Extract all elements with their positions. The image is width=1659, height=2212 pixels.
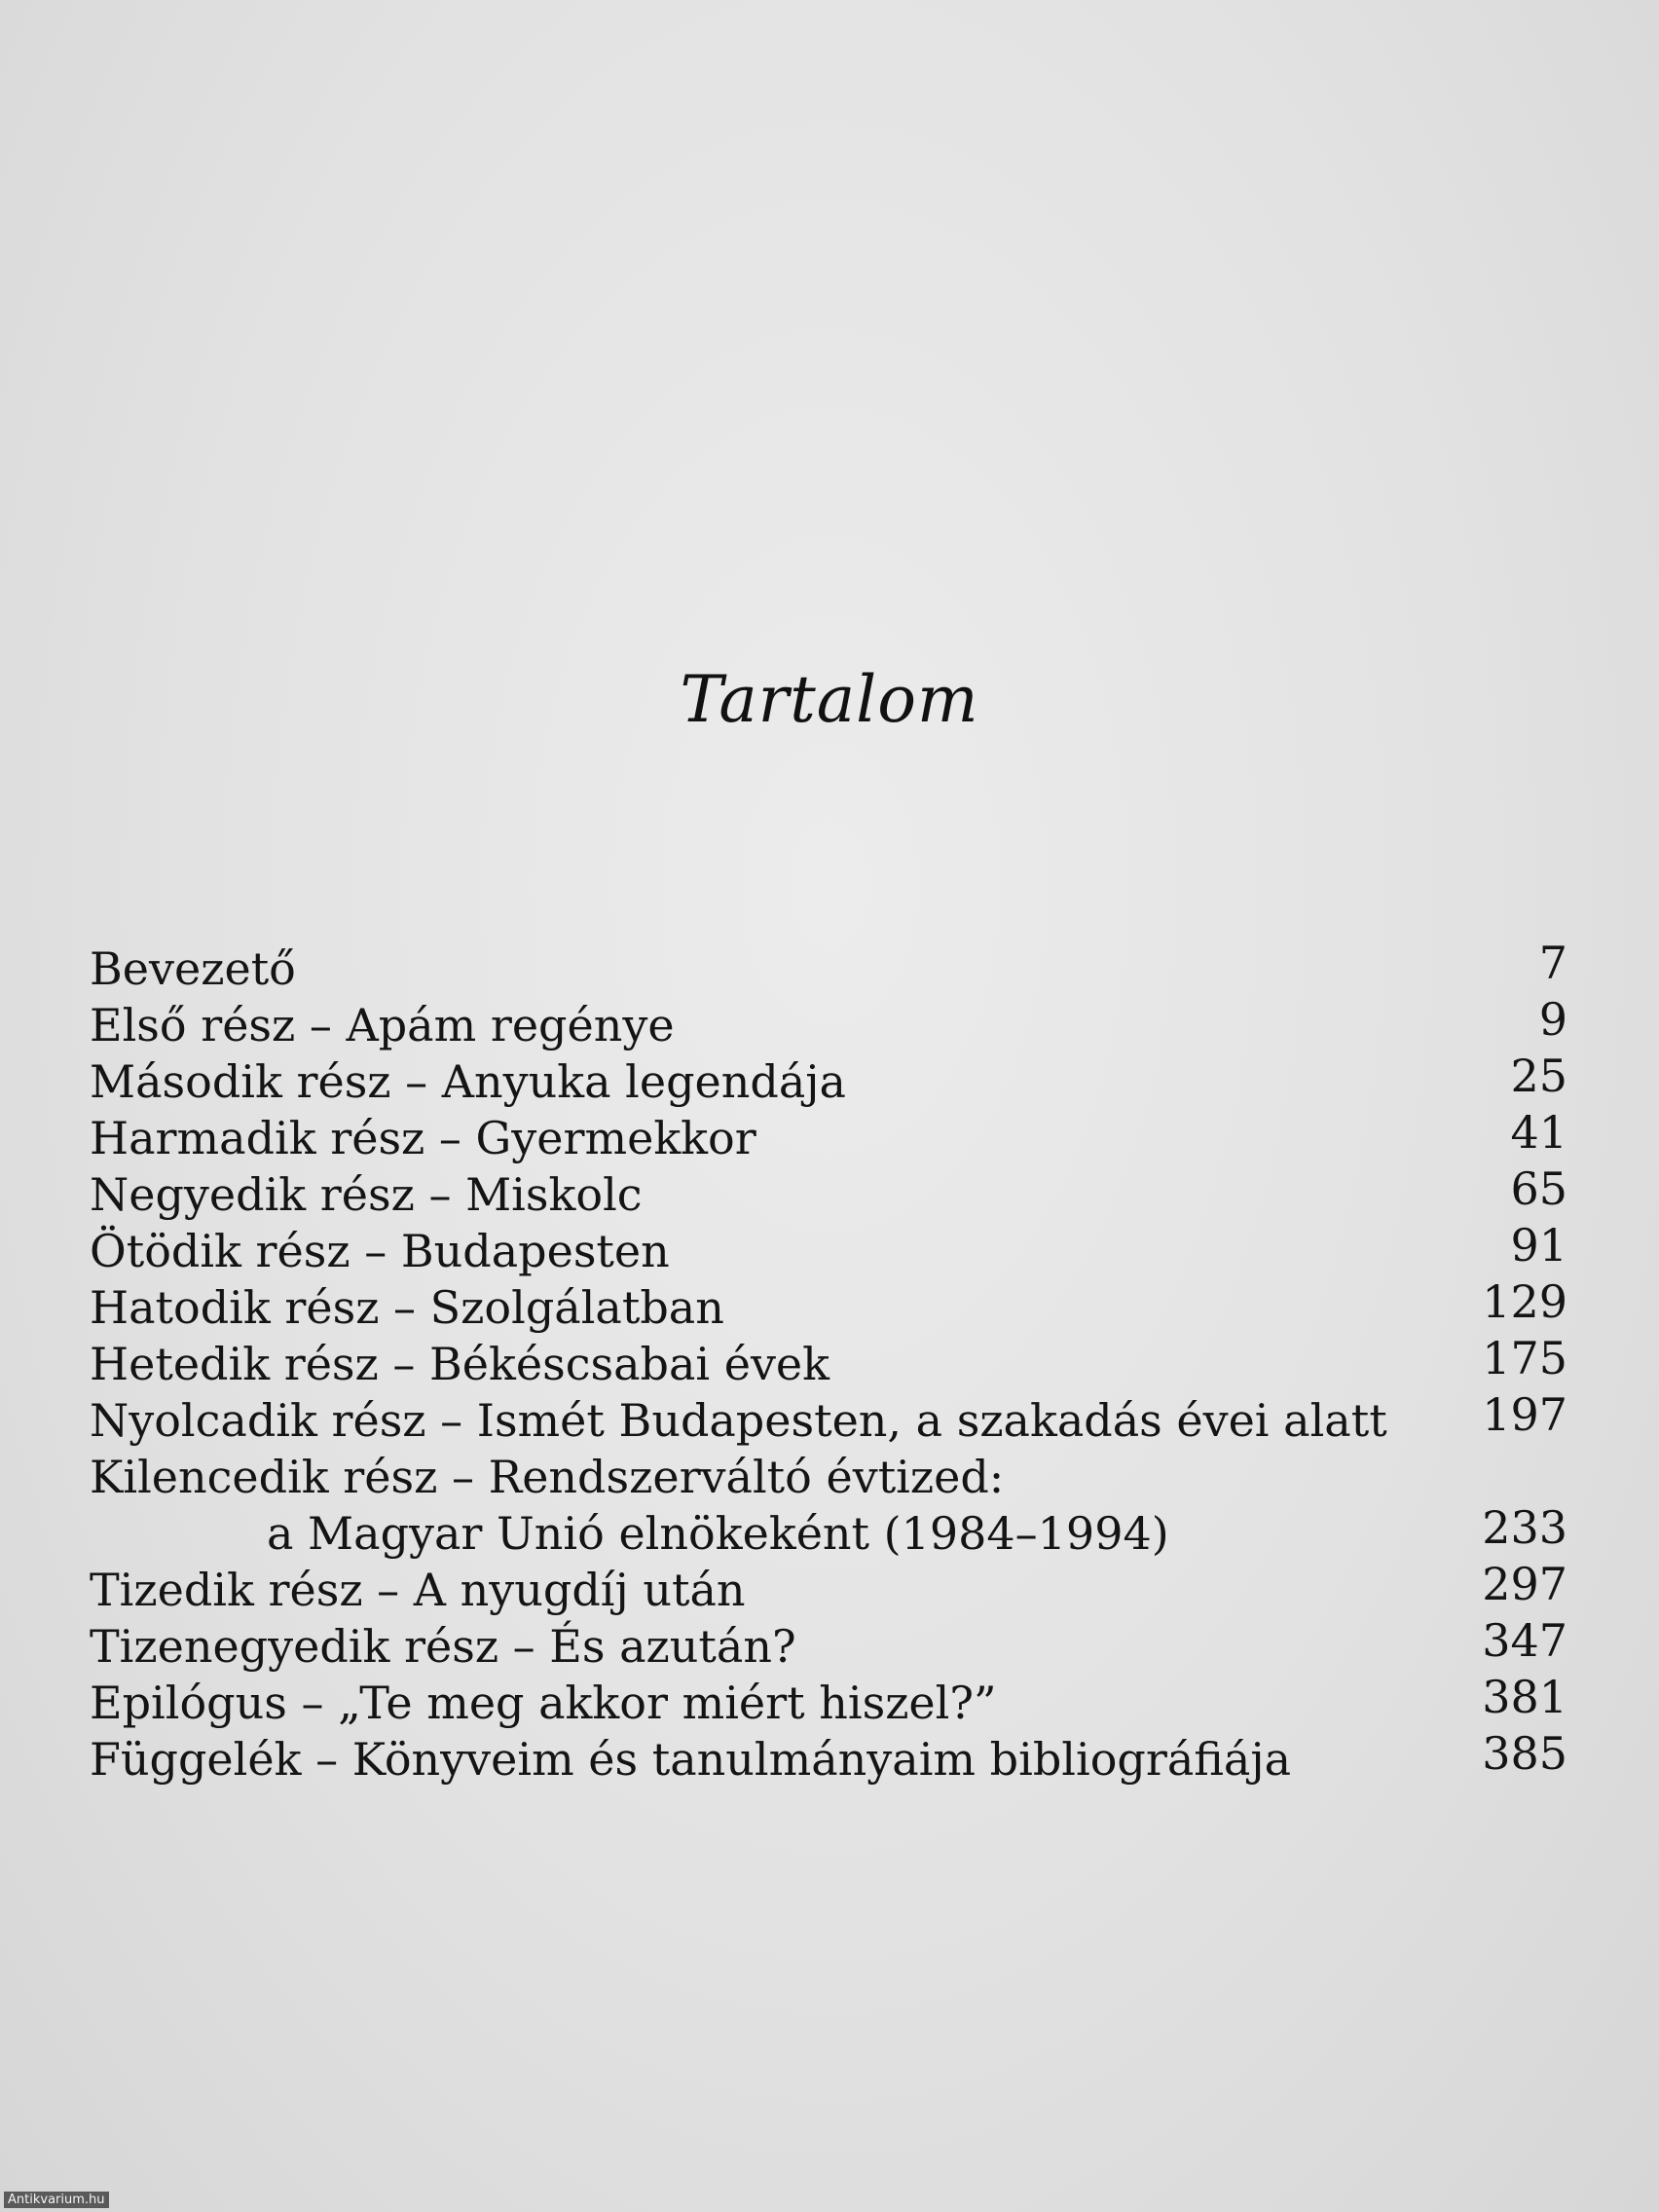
toc-entry-label: Harmadik rész – Gyermekkor	[90, 1112, 756, 1164]
toc-list	[90, 937, 1567, 1788]
toc-entry-label: Nyolcadik rész – Ismét Budapesten, a szakadás évei alatt	[90, 1394, 1387, 1447]
toc-entry	[90, 1614, 1567, 1675]
toc-entry-page: 297	[1482, 1558, 1567, 1610]
toc-entry-page: 91	[1510, 1219, 1567, 1272]
toc-entry	[90, 1727, 1567, 1788]
toc-entry-page: 233	[1482, 1501, 1567, 1554]
toc-entry-label: Tizenegyedik rész – És azután?	[90, 1620, 796, 1673]
toc-entry-label: Hatodik rész – Szolgálatban	[90, 1281, 724, 1334]
toc-entry-page: 197	[1482, 1388, 1567, 1441]
toc-entry	[90, 1275, 1567, 1336]
toc-entry-label: Első rész – Apám regénye	[90, 999, 675, 1051]
toc-entry-page: 347	[1482, 1614, 1567, 1667]
toc-entry-page: 381	[1482, 1671, 1567, 1723]
toc-entry	[90, 1558, 1567, 1618]
toc-entry-page: 41	[1510, 1106, 1567, 1159]
toc-entry	[90, 1671, 1567, 1731]
toc-entry-page: 25	[1510, 1050, 1567, 1102]
toc-entry-label: Ötödik rész – Budapesten	[90, 1225, 670, 1277]
toc-entry-label: Bevezető	[90, 942, 296, 995]
watermark: Antikvarium.hu	[4, 2192, 109, 2208]
toc-entry-page: 175	[1482, 1332, 1567, 1384]
toc-entry-label: Függelék – Könyveim és tanulmányaim bibliográfiája	[90, 1733, 1292, 1786]
toc-entry-label: Tizedik rész – A nyugdíj után	[90, 1564, 746, 1616]
toc-entry-page: 9	[1538, 993, 1567, 1046]
toc-entry	[90, 1332, 1567, 1392]
toc-entry-label: Hetedik rész – Békéscsabai évek	[90, 1338, 830, 1390]
toc-entry-label: Negyedik rész – Miskolc	[90, 1168, 643, 1221]
toc-entry-label: Epilógus – „Te meg akkor miért hiszel?”	[90, 1677, 997, 1729]
toc-entry-label: Kilencedik rész – Rendszerváltó évtized:	[90, 1451, 1005, 1503]
toc-entry	[90, 937, 1567, 997]
toc-entry	[90, 1050, 1567, 1110]
toc-entry-page: 129	[1482, 1275, 1567, 1328]
toc-entry-label-continuation: a Magyar Unió elnökeként (1984–1994)	[267, 1507, 1169, 1560]
toc-entry	[90, 1449, 1567, 1562]
toc-entry	[90, 1388, 1567, 1449]
toc-entry	[90, 1219, 1567, 1279]
toc-entry	[90, 993, 1567, 1053]
toc-entry-label: Második rész – Anyuka legendája	[90, 1055, 846, 1108]
toc-entry	[90, 1162, 1567, 1223]
toc-title: Tartalom	[680, 662, 979, 737]
toc-entry	[90, 1106, 1567, 1166]
toc-entry-page: 65	[1510, 1162, 1567, 1215]
toc-entry-page: 385	[1482, 1727, 1567, 1780]
toc-entry-page: 7	[1538, 937, 1567, 989]
